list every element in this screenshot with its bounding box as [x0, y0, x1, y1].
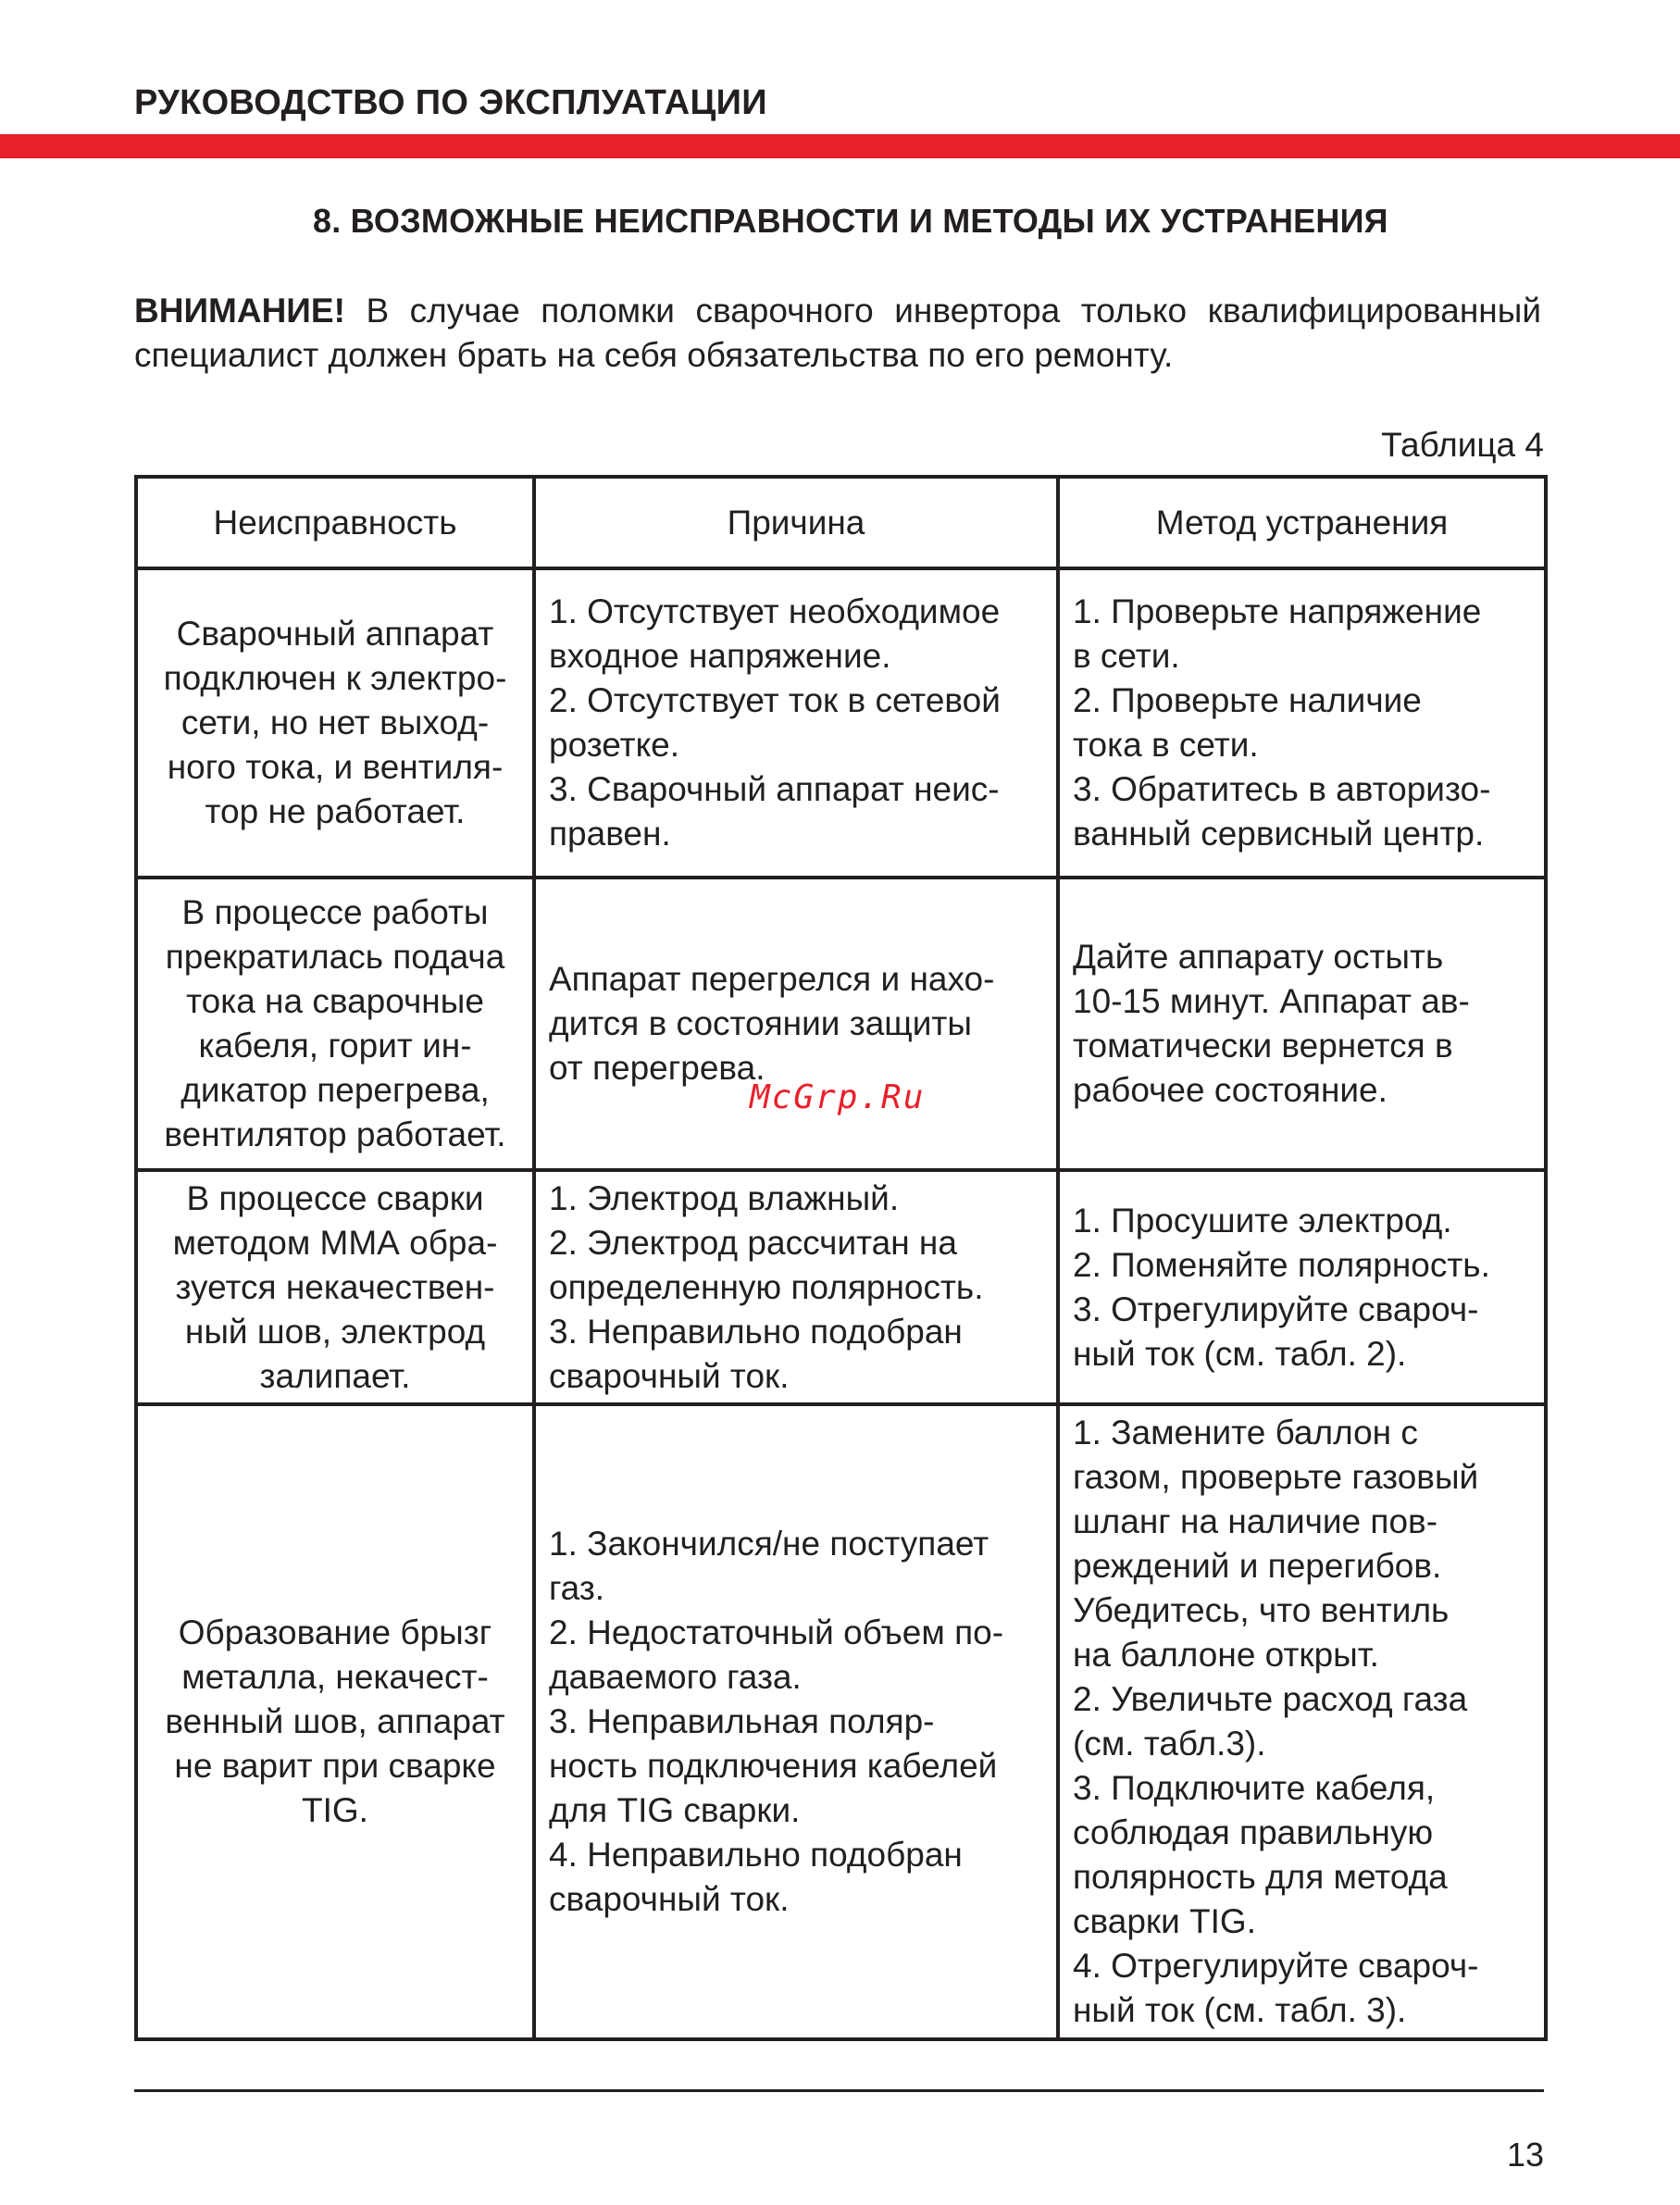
- cause-cell: 1. Электрод влажный. 2. Электрод рассчитан на определенную полярность. 3. Неправильно подобран сварочный ток.: [534, 1170, 1058, 1404]
- table-header-row: [136, 477, 1546, 568]
- fault-cell: Сварочный аппарат подключен к электро- сети, но нет выход- ного тока, и вентиля- тор не работает.: [136, 568, 534, 878]
- remedy-cell: 1. Замените баллон с газом, проверьте газовый шланг на наличие пов- реждений и перегибов. Убедитесь, что вентиль на баллоне открыт. 2. Увеличьте расход газа (см. табл.3). 3. Подключите кабеля, соблюдая правильную полярность для метода сварки TIG. 4. Отрегулируйте свароч- ный ток (см. табл. 3).: [1058, 1404, 1546, 2039]
- table-row: [136, 568, 1546, 878]
- fault-cell: Образование брызг металла, некачест- венный шов, аппарат не варит при сварке TIG.: [136, 1404, 534, 2039]
- remedy-cell: 1. Просушите электрод. 2. Поменяйте полярность. 3. Отрегулируйте свароч- ный ток (см. табл. 2).: [1058, 1170, 1546, 1404]
- table-caption: Таблица 4: [1381, 426, 1544, 464]
- troubleshooting-table: [134, 475, 1548, 2041]
- watermark-logo: McGrp.Ru: [750, 1078, 926, 1116]
- warning-paragraph: [134, 289, 1541, 378]
- header-cause: Причина: [534, 477, 1058, 568]
- warning-text: В случае поломки сварочного инвертора только квалифицированный специалист должен брать на себя обязательства по его ремонту.: [134, 292, 1541, 374]
- table-row: [136, 878, 1546, 1170]
- section-title: 8. ВОЗМОЖНЫЕ НЕИСПРАВНОСТИ И МЕТОДЫ ИХ УСТРАНЕНИЯ: [313, 202, 1388, 240]
- fault-cell: В процессе работы прекратилась подача тока на сварочные кабеля, горит ин- дикатор перегрева, вентилятор работает.: [136, 878, 534, 1170]
- table-row: [136, 1404, 1546, 2039]
- cause-cell: 1. Отсутствует необходимое входное напряжение. 2. Отсутствует ток в сетевой розетке. 3. Сварочный аппарат неис- правен.: [534, 568, 1058, 878]
- warning-label: ВНИМАНИЕ!: [134, 292, 345, 330]
- manual-header-title: РУКОВОДСТВО ПО ЭКСПЛУАТАЦИИ: [134, 83, 767, 122]
- header-fault: Неисправность: [136, 477, 534, 568]
- cause-cell: 1. Закончился/не поступает газ. 2. Недостаточный объем по- даваемого газа. 3. Неправильная поляр- ность подключения кабелей для TIG сварки. 4. Неправильно подобран сварочный ток.: [534, 1404, 1058, 2039]
- footer-divider: [134, 2089, 1544, 2092]
- remedy-cell: 1. Проверьте напряжение в сети. 2. Проверьте наличие тока в сети. 3. Обратитесь в авторизо- ванный сервисный центр.: [1058, 568, 1546, 878]
- cause-cell: Аппарат перегрелся и нахо- дится в состоянии защиты от перегрева.: [534, 878, 1058, 1170]
- header-red-bar: [0, 134, 1680, 158]
- fault-cell: В процессе сварки методом ММА обра- зуется некачествен- ный шов, электрод залипает.: [136, 1170, 534, 1404]
- page-number: 13: [1506, 2136, 1544, 2174]
- remedy-cell: Дайте аппарату остыть 10-15 минут. Аппарат ав- томатически вернется в рабочее состояние.: [1058, 878, 1546, 1170]
- table-row: [136, 1170, 1546, 1404]
- header-remedy: Метод устранения: [1058, 477, 1546, 568]
